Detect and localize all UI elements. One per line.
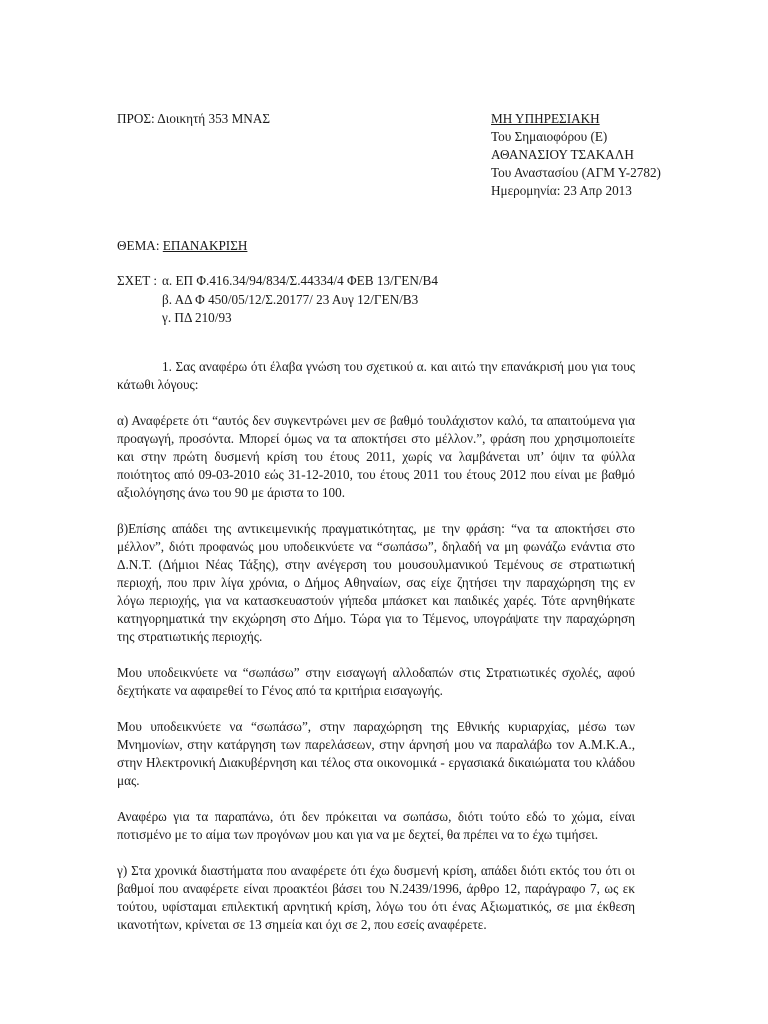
sender-name: ΑΘΑΝΑΣΙΟΥ ΤΣΑΚΑΛΗ (491, 147, 634, 162)
references-label: ΣΧΕΤ : (117, 273, 158, 288)
reference-item: β. ΑΔ Φ 450/05/12/Σ.20177/ 23 Αυγ 12/ΓΕΝ/Β3 (162, 291, 419, 307)
body-paragraph: α) Αναφέρετε ότι “αυτός δεν συγκεντρώνει μεν σε βαθμό τουλάχιστον καλό, τα απαιτούμενα για προαγωγή, προσόντα. Μπορεί όμως να τα αποκτήσει στο μέλλον.”, φράση που χρησιμοποιείτε και στην πρώτη δυσμενή κρίση του έτους 2011, χωρίς να λαμβάνεται υπ’ όψιν τα φύλλα ποιότητος από 09-03-2010 εώς 31-12-2010, του έτους 2011 του έτους 2012 που είναι με βαθμό αξιολόγησης άνω του 90 με άριστα το 100. (117, 413, 635, 500)
body-paragraph: γ) Στα χρονικά διαστήματα που αναφέρετε ότι έχω δυσμενή κρίση, απάδει διότι εκτός του ότι οι βαθμοί που αναφέρετε είναι προακτέοι βάσει του Ν.2439/1996, άρθρο 12, παράγραφο 7, ως εκ τούτου, υφίσταμαι επιλεκτική αρνητική κρίση, λόγω του ότι ένας Αξιωματικός, σε μια έκθεση ικανοτήτων, κρίνεται σε 13 σημεία και όχι σε 2, που εσείς αναφέρετε. (117, 863, 635, 932)
reference-item: γ. ΠΔ 210/93 (162, 310, 232, 325)
body-paragraph: Μου υποδεικνύετε να “σωπάσω” στην εισαγωγή αλλοδαπών στις Στρατιωτικές σχολές, αφού δεχτήκατε να αφαιρεθεί το Γένος από τα κριτήρια εισαγωγής. (117, 665, 635, 698)
letter-date: Ημερομηνία: 23 Απρ 2013 (491, 183, 632, 198)
subject-line (117, 237, 247, 255)
body-paragraph: β)Επίσης απάδει της αντικειμενικής πραγματικότητας, με την φράση: “να τα αποκτήσει στο μέλλον”, διότι προφανώς μου υποδεικνύετε να “σωπάσω”, δηλαδή να μη φωνάζω ενάντια στο Δ.Ν.Τ. (Δήμιοι Νέας Τάξης), στην ανέγερση του μουσουλμανικού Τεμένους σε στρατιωτική περιοχή, που πριν λίγα χρόνια, ο Δήμος Αθηναίων, σας είχε ζητήσει την παραχώρηση της εν λόγω περιοχής, για να κατασκευαστούν γήπεδα μπάσκετ και παιδικές χαρές. Τότε αρνηθήκατε κατηγορηματικά την εκχώρηση στο Δήμο. Τώρα για το Τέμενος, υπογράψατε την παραχώρηση της στρατιωτικής περιοχής. (117, 521, 635, 644)
references (117, 272, 438, 328)
body-paragraph: Μου υποδεικνύετε να “σωπάσω”, στην παραχώρηση της Εθνικής κυριαρχίας, μέσω των Μνημονίων, στην κατάργηση των παρελάσεων, στην άρνησή μου να παραλάβω τον Α.Μ.Κ.Α., στην Ηλεκτρονική Διακυβέρνηση και τέλος στα οικονομικά - εργασιακά δικαιώματα του κλάδου μας. (117, 719, 635, 788)
subject-label: ΘΕΜΑ: (117, 238, 163, 253)
classification: ΜΗ ΥΠΗΡΕΣΙΑΚΗ (491, 111, 600, 126)
body-paragraph: Αναφέρω για τα παραπάνω, ότι δεν πρόκειται να σωπάσω, διότι τούτο εδώ το χώμα, είναι ποτισμένο με το αίμα των προγόνων μου και για να με δεχτεί, θα πρέπει να το έχω τιμήσει. (117, 809, 635, 842)
letter-body (117, 358, 635, 952)
sender-rank: Του Σημαιοφόρου (Ε) (491, 129, 608, 144)
reference-item: α. ΕΠ Φ.416.34/94/834/Σ.44334/4 ΦΕΒ 13/ΓΕΝ/Β4 (162, 273, 438, 288)
sender-block (491, 110, 661, 200)
body-paragraph: 1. Σας αναφέρω ότι έλαβα γνώση του σχετικού α. και αιτώ την επανάκρισή μου για τους κάτωθι λόγους: (117, 359, 635, 392)
sender-father: Του Αναστασίου (ΑΓΜ Υ-2782) (491, 165, 661, 180)
recipient: ΠΡΟΣ: Διοικητή 353 ΜΝΑΣ (117, 111, 271, 126)
subject-value: ΕΠΑΝΑΚΡΙΣΗ (162, 238, 248, 253)
